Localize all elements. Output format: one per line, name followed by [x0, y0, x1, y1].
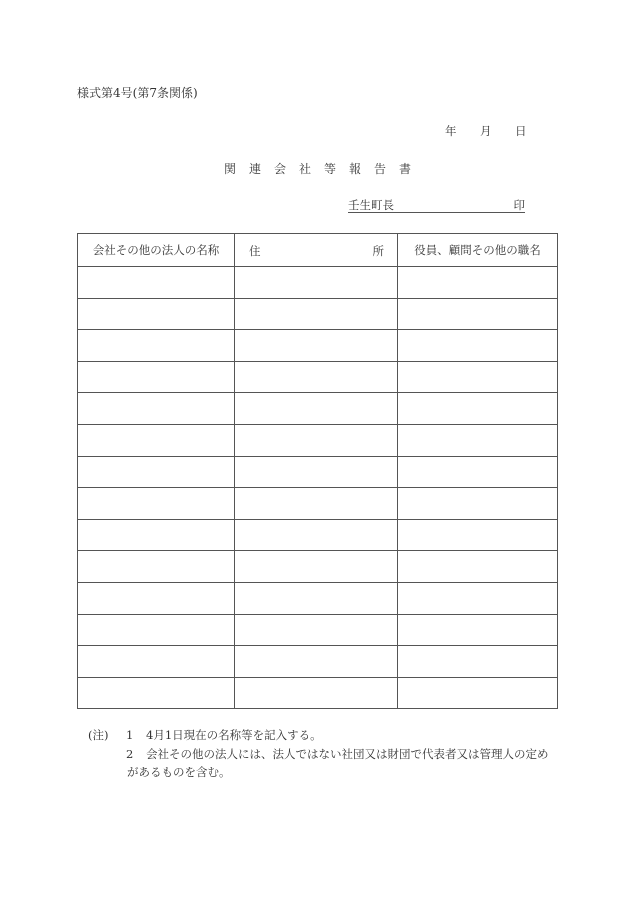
table-row [78, 488, 558, 520]
table-row [78, 298, 558, 330]
cell-position[interactable] [398, 551, 558, 583]
cell-position[interactable] [398, 646, 558, 678]
cell-company-name[interactable] [78, 361, 235, 393]
table-row [78, 677, 558, 709]
note-number: 2 [126, 746, 134, 761]
cell-position[interactable] [398, 330, 558, 362]
cell-address[interactable] [235, 646, 398, 678]
note-text: 4月1日現在の名称等を記入する。 [146, 728, 322, 742]
note-text: 会社その他の法人には、法人ではない社団又は財団で代表者又は管理人の定め [146, 746, 549, 761]
cell-company-name[interactable] [78, 424, 235, 456]
cell-address[interactable] [235, 393, 398, 425]
cell-company-name[interactable] [78, 677, 235, 709]
cell-address[interactable] [235, 582, 398, 614]
column-header-position: 役員、顧問その他の職名 [398, 234, 558, 267]
form-number: 様式第4号(第7条関係) [77, 86, 198, 100]
cell-position[interactable] [398, 298, 558, 330]
cell-company-name[interactable] [78, 456, 235, 488]
cell-address[interactable] [235, 614, 398, 646]
note-item-2 [88, 745, 549, 764]
notes-label: (注) [88, 728, 109, 742]
table-row [78, 456, 558, 488]
addressee-name: 壬生町長 [348, 198, 394, 212]
cell-company-name[interactable] [78, 551, 235, 583]
cell-company-name[interactable] [78, 330, 235, 362]
table-row [78, 267, 558, 299]
table-row [78, 361, 558, 393]
cell-position[interactable] [398, 488, 558, 520]
cell-position[interactable] [398, 519, 558, 551]
cell-company-name[interactable] [78, 646, 235, 678]
cell-company-name[interactable] [78, 519, 235, 551]
address-header-left: 住 [249, 244, 261, 258]
cell-company-name[interactable] [78, 393, 235, 425]
cell-address[interactable] [235, 267, 398, 299]
cell-company-name[interactable] [78, 614, 235, 646]
date-year-label: 年 [445, 124, 457, 138]
cell-address[interactable] [235, 456, 398, 488]
cell-address[interactable] [235, 298, 398, 330]
column-header-company-name: 会社その他の法人の名称 [78, 234, 235, 267]
cell-company-name[interactable] [78, 267, 235, 299]
cell-address[interactable] [235, 519, 398, 551]
date-day-label: 日 [515, 124, 527, 138]
cell-position[interactable] [398, 267, 558, 299]
addressee-line [348, 197, 525, 213]
table-row [78, 646, 558, 678]
table-row [78, 330, 558, 362]
table-header-row [78, 234, 558, 267]
cell-position[interactable] [398, 424, 558, 456]
note-number: 1 [126, 728, 134, 742]
related-company-table [77, 233, 558, 709]
table-row [78, 519, 558, 551]
cell-address[interactable] [235, 551, 398, 583]
cell-company-name[interactable] [78, 582, 235, 614]
cell-position[interactable] [398, 614, 558, 646]
cell-company-name[interactable] [78, 488, 235, 520]
table-row [78, 582, 558, 614]
document-title: 関連会社等報告書 [224, 162, 425, 176]
cell-position[interactable] [398, 456, 558, 488]
seal-mark: 印 [513, 198, 525, 212]
cell-address[interactable] [235, 424, 398, 456]
note-item-1 [88, 726, 549, 745]
address-header-right: 所 [372, 244, 384, 258]
cell-position[interactable] [398, 361, 558, 393]
cell-company-name[interactable] [78, 298, 235, 330]
note-item-2-continuation: があるものを含む。 [127, 765, 231, 779]
notes-section [88, 726, 549, 782]
table-row [78, 551, 558, 583]
cell-address[interactable] [235, 488, 398, 520]
cell-address[interactable] [235, 361, 398, 393]
table-row [78, 424, 558, 456]
column-header-address [235, 234, 398, 267]
table-row [78, 393, 558, 425]
table-row [78, 614, 558, 646]
cell-address[interactable] [235, 330, 398, 362]
cell-position[interactable] [398, 677, 558, 709]
cell-position[interactable] [398, 582, 558, 614]
cell-address[interactable] [235, 677, 398, 709]
date-month-label: 月 [480, 124, 492, 138]
cell-position[interactable] [398, 393, 558, 425]
